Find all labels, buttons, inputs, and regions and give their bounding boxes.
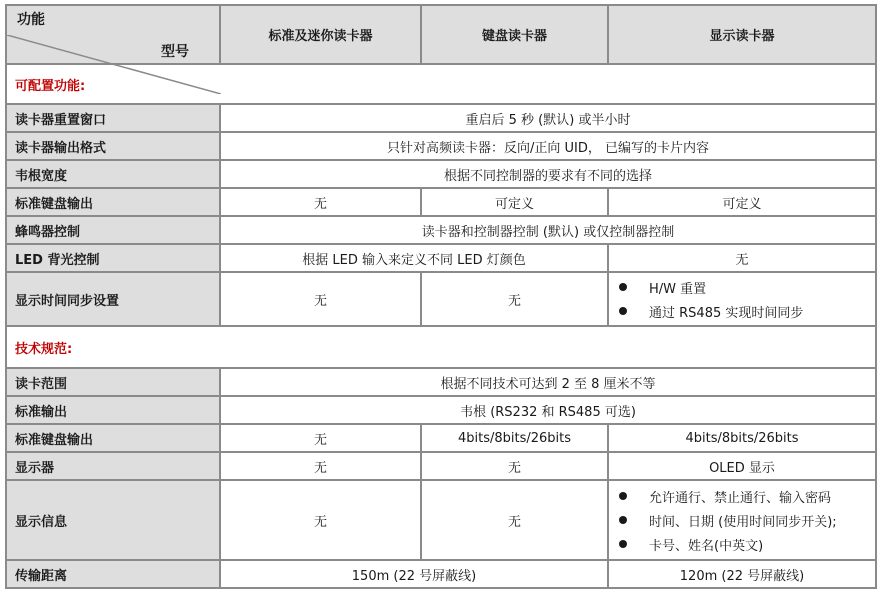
cell-display: OLED 显示 [608, 452, 876, 480]
cell-keypad: 可定义 [421, 188, 608, 216]
table-row [6, 480, 876, 560]
cell-value: 根据不同控制器的要求有不同的选择 [220, 160, 876, 188]
row-label: 标准键盘输出 [6, 188, 220, 216]
table-row [6, 160, 876, 188]
cell-display: 4bits/8bits/26bits [608, 424, 876, 452]
header-row [6, 5, 876, 64]
bullet-icon [619, 307, 627, 315]
cell-value: 根据不同技术可达到 2 至 8 厘米不等 [220, 368, 876, 396]
bullet-icon [619, 540, 627, 548]
row-label: 标准输出 [6, 396, 220, 424]
cell-keypad: 4bits/8bits/26bits [421, 424, 608, 452]
row-label: 读卡器输出格式 [6, 132, 220, 160]
cell-keypad: 无 [421, 272, 608, 326]
corner-cell [6, 5, 220, 64]
row-label: 蜂鸣器控制 [6, 216, 220, 244]
bullet-icon [619, 516, 627, 524]
cell-standard: 无 [220, 272, 421, 326]
bullet-list [609, 275, 875, 323]
cell-display [608, 480, 876, 560]
table-row [6, 132, 876, 160]
table-row [6, 424, 876, 452]
column-header-keypad: 键盘读卡器 [421, 5, 608, 64]
corner-model-label: 型号 [161, 43, 189, 60]
list-item: H/W 重置 [619, 275, 875, 299]
cell-value: 读卡器和控制器控制 (默认) 或仅控制器控制 [220, 216, 876, 244]
row-label: 标准键盘输出 [6, 424, 220, 452]
cell-standard: 无 [220, 188, 421, 216]
list-item: 卡号、姓名(中英文) [619, 532, 875, 556]
cell-value: 韦根 (RS232 和 RS485 可选) [220, 396, 876, 424]
cell-value: 只针对高频读卡器：反向/正向 UID， 已编写的卡片内容 [220, 132, 876, 160]
corner-function-label: 功能 [17, 11, 45, 28]
cell-value: 重启后 5 秒 (默认) 或半小时 [220, 104, 876, 132]
table-row [6, 104, 876, 132]
section-technical: 技术规范: [6, 326, 876, 368]
table-row [6, 452, 876, 480]
table-row [6, 560, 876, 588]
section-row [6, 326, 876, 368]
cell-standard: 无 [220, 480, 421, 560]
table-row [6, 396, 876, 424]
section-configurable: 可配置功能: [6, 64, 876, 104]
row-label: 读卡范围 [6, 368, 220, 396]
row-label: LED 背光控制 [6, 244, 220, 272]
row-label: 传输距离 [6, 560, 220, 588]
row-label: 显示器 [6, 452, 220, 480]
cell-standard-keypad: 根据 LED 输入来定义不同 LED 灯颜色 [220, 244, 608, 272]
cell-standard-keypad: 150m (22 号屏蔽线) [220, 560, 608, 588]
list-item: 通过 RS485 实现时间同步 [619, 299, 875, 323]
row-label: 显示信息 [6, 480, 220, 560]
cell-standard: 无 [220, 452, 421, 480]
cell-display: 可定义 [608, 188, 876, 216]
bullet-icon [619, 283, 627, 291]
cell-display: 无 [608, 244, 876, 272]
table-row [6, 272, 876, 326]
cell-keypad: 无 [421, 452, 608, 480]
row-label: 显示时间同步设置 [6, 272, 220, 326]
column-header-standard: 标准及迷你读卡器 [220, 5, 421, 64]
list-item: 时间、日期 (使用时间同步开关); [619, 508, 875, 532]
row-label: 韦根宽度 [6, 160, 220, 188]
table-row [6, 244, 876, 272]
row-label: 读卡器重置窗口 [6, 104, 220, 132]
spec-table [5, 4, 877, 589]
cell-display: 120m (22 号屏蔽线) [608, 560, 876, 588]
table-row [6, 368, 876, 396]
cell-display [608, 272, 876, 326]
cell-keypad: 无 [421, 480, 608, 560]
list-item: 允许通行、禁止通行、输入密码 [619, 484, 875, 508]
column-header-display: 显示读卡器 [608, 5, 876, 64]
cell-standard: 无 [220, 424, 421, 452]
bullet-list [609, 484, 875, 556]
bullet-icon [619, 492, 627, 500]
table-row [6, 188, 876, 216]
table-row [6, 216, 876, 244]
